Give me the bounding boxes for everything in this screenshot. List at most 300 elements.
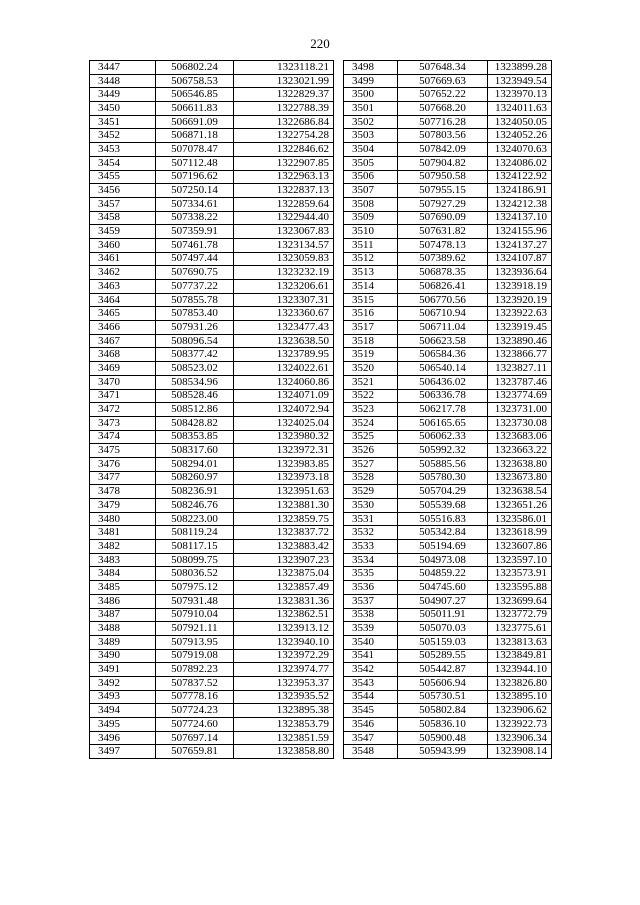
table-row <box>344 280 552 294</box>
point-number-cell: 3493 <box>90 690 156 704</box>
x-coordinate-cell: 508119.24 <box>156 526 234 540</box>
x-coordinate-cell: 506691.09 <box>156 115 234 129</box>
point-number-cell: 3501 <box>344 102 398 116</box>
point-number-cell: 3480 <box>90 512 156 526</box>
y-coordinate-cell: 1323970.13 <box>488 88 552 102</box>
table-row <box>344 184 552 198</box>
y-coordinate-cell: 1323918.19 <box>488 280 552 294</box>
table-row <box>344 622 552 636</box>
y-coordinate-cell: 1322829.37 <box>234 88 334 102</box>
table-row <box>344 61 552 75</box>
x-coordinate-cell: 505159.03 <box>398 635 488 649</box>
table-row <box>344 375 552 389</box>
point-number-cell: 3483 <box>90 553 156 567</box>
point-number-cell: 3513 <box>344 266 398 280</box>
y-coordinate-cell: 1323890.46 <box>488 334 552 348</box>
x-coordinate-cell: 507724.60 <box>156 718 234 732</box>
x-coordinate-cell: 507668.20 <box>398 102 488 116</box>
point-number-cell: 3522 <box>344 389 398 403</box>
table-row <box>344 403 552 417</box>
point-number-cell: 3526 <box>344 444 398 458</box>
point-number-cell: 3467 <box>90 334 156 348</box>
table-row <box>90 102 334 116</box>
x-coordinate-cell: 507716.28 <box>398 115 488 129</box>
table-row <box>344 307 552 321</box>
table-row <box>90 115 334 129</box>
point-number-cell: 3498 <box>344 61 398 75</box>
x-coordinate-cell: 508223.00 <box>156 512 234 526</box>
y-coordinate-cell: 1323772.79 <box>488 608 552 622</box>
point-number-cell: 3536 <box>344 581 398 595</box>
point-number-cell: 3541 <box>344 649 398 663</box>
table-row <box>344 74 552 88</box>
x-coordinate-cell: 507837.52 <box>156 676 234 690</box>
table-row <box>344 567 552 581</box>
y-coordinate-cell: 1323787.46 <box>488 375 552 389</box>
x-coordinate-cell: 506711.04 <box>398 321 488 335</box>
point-number-cell: 3455 <box>90 170 156 184</box>
x-coordinate-cell: 507338.22 <box>156 211 234 225</box>
y-coordinate-cell: 1324086.02 <box>488 156 552 170</box>
y-coordinate-cell: 1324212.38 <box>488 197 552 211</box>
table-row <box>344 512 552 526</box>
x-coordinate-cell: 507652.22 <box>398 88 488 102</box>
point-number-cell: 3534 <box>344 553 398 567</box>
point-number-cell: 3527 <box>344 457 398 471</box>
y-coordinate-cell: 1324022.61 <box>234 362 334 376</box>
table-row <box>90 156 334 170</box>
x-coordinate-cell: 505342.84 <box>398 526 488 540</box>
table-row <box>344 457 552 471</box>
x-coordinate-cell: 508428.82 <box>156 416 234 430</box>
x-coordinate-cell: 505992.32 <box>398 444 488 458</box>
point-number-cell: 3510 <box>344 225 398 239</box>
x-coordinate-cell: 508353.85 <box>156 430 234 444</box>
x-coordinate-cell: 506217.78 <box>398 403 488 417</box>
x-coordinate-cell: 507078.47 <box>156 143 234 157</box>
table-row <box>90 266 334 280</box>
x-coordinate-cell: 507892.23 <box>156 663 234 677</box>
y-coordinate-cell: 1323983.85 <box>234 457 334 471</box>
y-coordinate-cell: 1323857.49 <box>234 581 334 595</box>
table-row <box>90 416 334 430</box>
table-row <box>90 471 334 485</box>
point-number-cell: 3487 <box>90 608 156 622</box>
point-number-cell: 3452 <box>90 129 156 143</box>
x-coordinate-cell: 508236.91 <box>156 485 234 499</box>
x-coordinate-cell: 507975.12 <box>156 581 234 595</box>
point-number-cell: 3544 <box>344 690 398 704</box>
x-coordinate-cell: 505070.03 <box>398 622 488 636</box>
table-row <box>90 74 334 88</box>
x-coordinate-cell: 507334.61 <box>156 197 234 211</box>
coordinates-table-left-body <box>90 61 334 759</box>
table-row <box>90 512 334 526</box>
y-coordinate-cell: 1323067.83 <box>234 225 334 239</box>
x-coordinate-cell: 506623.58 <box>398 334 488 348</box>
x-coordinate-cell: 505802.84 <box>398 704 488 718</box>
x-coordinate-cell: 507690.09 <box>398 211 488 225</box>
x-coordinate-cell: 507461.78 <box>156 238 234 252</box>
x-coordinate-cell: 507921.11 <box>156 622 234 636</box>
coordinates-table-right <box>343 60 552 759</box>
table-row <box>344 115 552 129</box>
y-coordinate-cell: 1323673.80 <box>488 471 552 485</box>
table-row <box>90 457 334 471</box>
x-coordinate-cell: 505516.83 <box>398 512 488 526</box>
x-coordinate-cell: 507853.40 <box>156 307 234 321</box>
x-coordinate-cell: 508294.01 <box>156 457 234 471</box>
x-coordinate-cell: 505011.91 <box>398 608 488 622</box>
y-coordinate-cell: 1323826.80 <box>488 676 552 690</box>
table-row <box>90 170 334 184</box>
x-coordinate-cell: 505730.51 <box>398 690 488 704</box>
y-coordinate-cell: 1323595.88 <box>488 581 552 595</box>
y-coordinate-cell: 1323944.10 <box>488 663 552 677</box>
table-row <box>344 129 552 143</box>
y-coordinate-cell: 1323851.59 <box>234 731 334 745</box>
point-number-cell: 3503 <box>344 129 398 143</box>
table-row <box>344 225 552 239</box>
x-coordinate-cell: 506336.78 <box>398 389 488 403</box>
x-coordinate-cell: 506802.24 <box>156 61 234 75</box>
point-number-cell: 3496 <box>90 731 156 745</box>
table-row <box>344 266 552 280</box>
x-coordinate-cell: 508096.54 <box>156 334 234 348</box>
point-number-cell: 3508 <box>344 197 398 211</box>
point-number-cell: 3524 <box>344 416 398 430</box>
x-coordinate-cell: 505780.30 <box>398 471 488 485</box>
table-row <box>344 485 552 499</box>
point-number-cell: 3469 <box>90 362 156 376</box>
point-number-cell: 3542 <box>344 663 398 677</box>
point-number-cell: 3453 <box>90 143 156 157</box>
table-row <box>344 293 552 307</box>
y-coordinate-cell: 1323789.95 <box>234 348 334 362</box>
y-coordinate-cell: 1323895.38 <box>234 704 334 718</box>
y-coordinate-cell: 1324137.27 <box>488 238 552 252</box>
table-row <box>344 676 552 690</box>
table-row <box>344 143 552 157</box>
x-coordinate-cell: 505442.87 <box>398 663 488 677</box>
point-number-cell: 3507 <box>344 184 398 198</box>
table-row <box>344 471 552 485</box>
point-number-cell: 3470 <box>90 375 156 389</box>
point-number-cell: 3481 <box>90 526 156 540</box>
point-number-cell: 3515 <box>344 293 398 307</box>
point-number-cell: 3533 <box>344 540 398 554</box>
x-coordinate-cell: 507196.62 <box>156 170 234 184</box>
table-row <box>344 499 552 513</box>
point-number-cell: 3482 <box>90 540 156 554</box>
y-coordinate-cell: 1323866.77 <box>488 348 552 362</box>
table-row <box>90 745 334 759</box>
x-coordinate-cell: 507913.95 <box>156 635 234 649</box>
x-coordinate-cell: 507497.44 <box>156 252 234 266</box>
table-row <box>90 594 334 608</box>
point-number-cell: 3540 <box>344 635 398 649</box>
x-coordinate-cell: 505836.10 <box>398 718 488 732</box>
table-row <box>90 526 334 540</box>
y-coordinate-cell: 1323906.62 <box>488 704 552 718</box>
y-coordinate-cell: 1323974.77 <box>234 663 334 677</box>
x-coordinate-cell: 505606.94 <box>398 676 488 690</box>
table-row <box>90 540 334 554</box>
table-row <box>344 704 552 718</box>
point-number-cell: 3517 <box>344 321 398 335</box>
y-coordinate-cell: 1323730.08 <box>488 416 552 430</box>
point-number-cell: 3449 <box>90 88 156 102</box>
table-row <box>90 280 334 294</box>
point-number-cell: 3497 <box>90 745 156 759</box>
point-number-cell: 3512 <box>344 252 398 266</box>
y-coordinate-cell: 1324060.86 <box>234 375 334 389</box>
table-row <box>90 499 334 513</box>
table-row <box>90 389 334 403</box>
y-coordinate-cell: 1323638.54 <box>488 485 552 499</box>
x-coordinate-cell: 507955.15 <box>398 184 488 198</box>
point-number-cell: 3543 <box>344 676 398 690</box>
point-number-cell: 3525 <box>344 430 398 444</box>
point-number-cell: 3532 <box>344 526 398 540</box>
point-number-cell: 3465 <box>90 307 156 321</box>
table-row <box>344 416 552 430</box>
x-coordinate-cell: 507659.81 <box>156 745 234 759</box>
table-row <box>344 745 552 759</box>
table-row <box>90 61 334 75</box>
point-number-cell: 3474 <box>90 430 156 444</box>
x-coordinate-cell: 506584.36 <box>398 348 488 362</box>
x-coordinate-cell: 507112.48 <box>156 156 234 170</box>
point-number-cell: 3502 <box>344 115 398 129</box>
point-number-cell: 3523 <box>344 403 398 417</box>
table-row <box>90 225 334 239</box>
y-coordinate-cell: 1324155.96 <box>488 225 552 239</box>
y-coordinate-cell: 1323731.00 <box>488 403 552 417</box>
table-row <box>90 704 334 718</box>
x-coordinate-cell: 506758.53 <box>156 74 234 88</box>
y-coordinate-cell: 1324122.92 <box>488 170 552 184</box>
point-number-cell: 3458 <box>90 211 156 225</box>
y-coordinate-cell: 1323922.73 <box>488 718 552 732</box>
x-coordinate-cell: 505704.29 <box>398 485 488 499</box>
table-row <box>90 635 334 649</box>
x-coordinate-cell: 508036.52 <box>156 567 234 581</box>
table-row <box>344 540 552 554</box>
y-coordinate-cell: 1323360.67 <box>234 307 334 321</box>
table-row <box>344 635 552 649</box>
y-coordinate-cell: 1324011.63 <box>488 102 552 116</box>
point-number-cell: 3476 <box>90 457 156 471</box>
y-coordinate-cell: 1323935.52 <box>234 690 334 704</box>
table-row <box>344 389 552 403</box>
x-coordinate-cell: 507950.58 <box>398 170 488 184</box>
x-coordinate-cell: 506062.33 <box>398 430 488 444</box>
table-row <box>344 553 552 567</box>
table-row <box>344 718 552 732</box>
y-coordinate-cell: 1323837.72 <box>234 526 334 540</box>
table-row <box>344 581 552 595</box>
y-coordinate-cell: 1323949.54 <box>488 74 552 88</box>
table-row <box>344 690 552 704</box>
point-number-cell: 3459 <box>90 225 156 239</box>
table-row <box>90 444 334 458</box>
point-number-cell: 3520 <box>344 362 398 376</box>
table-row <box>90 307 334 321</box>
x-coordinate-cell: 505539.68 <box>398 499 488 513</box>
y-coordinate-cell: 1323134.57 <box>234 238 334 252</box>
point-number-cell: 3462 <box>90 266 156 280</box>
x-coordinate-cell: 508117.15 <box>156 540 234 554</box>
y-coordinate-cell: 1323638.80 <box>488 457 552 471</box>
y-coordinate-cell: 1323607.86 <box>488 540 552 554</box>
table-row <box>90 403 334 417</box>
x-coordinate-cell: 507737.22 <box>156 280 234 294</box>
point-number-cell: 3472 <box>90 403 156 417</box>
table-row <box>90 718 334 732</box>
x-coordinate-cell: 506770.56 <box>398 293 488 307</box>
y-coordinate-cell: 1323980.32 <box>234 430 334 444</box>
y-coordinate-cell: 1322754.28 <box>234 129 334 143</box>
y-coordinate-cell: 1323021.99 <box>234 74 334 88</box>
table-row <box>90 321 334 335</box>
x-coordinate-cell: 506540.14 <box>398 362 488 376</box>
table-row <box>344 430 552 444</box>
table-row <box>90 663 334 677</box>
point-number-cell: 3468 <box>90 348 156 362</box>
y-coordinate-cell: 1324071.09 <box>234 389 334 403</box>
table-row <box>344 334 552 348</box>
y-coordinate-cell: 1323908.14 <box>488 745 552 759</box>
y-coordinate-cell: 1323813.63 <box>488 635 552 649</box>
point-number-cell: 3531 <box>344 512 398 526</box>
y-coordinate-cell: 1323307.31 <box>234 293 334 307</box>
y-coordinate-cell: 1323586.01 <box>488 512 552 526</box>
point-number-cell: 3547 <box>344 731 398 745</box>
table-row <box>90 430 334 444</box>
x-coordinate-cell: 507697.14 <box>156 731 234 745</box>
page-number: 220 <box>310 36 330 51</box>
y-coordinate-cell: 1324137.10 <box>488 211 552 225</box>
x-coordinate-cell: 507803.56 <box>398 129 488 143</box>
x-coordinate-cell: 507669.63 <box>398 74 488 88</box>
y-coordinate-cell: 1323907.23 <box>234 553 334 567</box>
point-number-cell: 3499 <box>344 74 398 88</box>
table-row <box>344 444 552 458</box>
y-coordinate-cell: 1322907.85 <box>234 156 334 170</box>
y-coordinate-cell: 1323972.31 <box>234 444 334 458</box>
x-coordinate-cell: 507855.78 <box>156 293 234 307</box>
point-number-cell: 3530 <box>344 499 398 513</box>
y-coordinate-cell: 1322846.62 <box>234 143 334 157</box>
x-coordinate-cell: 508377.42 <box>156 348 234 362</box>
y-coordinate-cell: 1323477.43 <box>234 321 334 335</box>
table-row <box>90 731 334 745</box>
point-number-cell: 3528 <box>344 471 398 485</box>
x-coordinate-cell: 507931.48 <box>156 594 234 608</box>
table-row <box>344 348 552 362</box>
y-coordinate-cell: 1324107.87 <box>488 252 552 266</box>
table-row <box>90 690 334 704</box>
x-coordinate-cell: 507478.13 <box>398 238 488 252</box>
table-row <box>90 581 334 595</box>
x-coordinate-cell: 504973.08 <box>398 553 488 567</box>
x-coordinate-cell: 507927.29 <box>398 197 488 211</box>
y-coordinate-cell: 1323858.80 <box>234 745 334 759</box>
table-row <box>90 553 334 567</box>
point-number-cell: 3488 <box>90 622 156 636</box>
point-number-cell: 3521 <box>344 375 398 389</box>
table-row <box>90 129 334 143</box>
x-coordinate-cell: 505885.56 <box>398 457 488 471</box>
table-row <box>90 334 334 348</box>
coordinates-table-right-body <box>344 61 552 759</box>
table-row <box>344 88 552 102</box>
y-coordinate-cell: 1324025.04 <box>234 416 334 430</box>
table-row <box>90 622 334 636</box>
point-number-cell: 3516 <box>344 307 398 321</box>
y-coordinate-cell: 1323118.21 <box>234 61 334 75</box>
y-coordinate-cell: 1323831.36 <box>234 594 334 608</box>
x-coordinate-cell: 507904.82 <box>398 156 488 170</box>
x-coordinate-cell: 506436.02 <box>398 375 488 389</box>
table-row <box>344 663 552 677</box>
y-coordinate-cell: 1323953.37 <box>234 676 334 690</box>
y-coordinate-cell: 1323827.11 <box>488 362 552 376</box>
x-coordinate-cell: 507690.75 <box>156 266 234 280</box>
y-coordinate-cell: 1323972.29 <box>234 649 334 663</box>
y-coordinate-cell: 1322788.39 <box>234 102 334 116</box>
table-row <box>344 594 552 608</box>
y-coordinate-cell: 1323859.75 <box>234 512 334 526</box>
table-row <box>344 321 552 335</box>
x-coordinate-cell: 508523.02 <box>156 362 234 376</box>
point-number-cell: 3504 <box>344 143 398 157</box>
x-coordinate-cell: 508260.97 <box>156 471 234 485</box>
y-coordinate-cell: 1323940.10 <box>234 635 334 649</box>
x-coordinate-cell: 504745.60 <box>398 581 488 595</box>
table-row <box>90 567 334 581</box>
x-coordinate-cell: 506826.41 <box>398 280 488 294</box>
point-number-cell: 3454 <box>90 156 156 170</box>
point-number-cell: 3518 <box>344 334 398 348</box>
x-coordinate-cell: 507631.82 <box>398 225 488 239</box>
y-coordinate-cell: 1324072.94 <box>234 403 334 417</box>
table-row <box>90 348 334 362</box>
table-row <box>90 238 334 252</box>
x-coordinate-cell: 507842.09 <box>398 143 488 157</box>
point-number-cell: 3457 <box>90 197 156 211</box>
y-coordinate-cell: 1323973.18 <box>234 471 334 485</box>
y-coordinate-cell: 1324052.26 <box>488 129 552 143</box>
x-coordinate-cell: 504907.27 <box>398 594 488 608</box>
point-number-cell: 3478 <box>90 485 156 499</box>
x-coordinate-cell: 508317.60 <box>156 444 234 458</box>
point-number-cell: 3473 <box>90 416 156 430</box>
y-coordinate-cell: 1323951.63 <box>234 485 334 499</box>
x-coordinate-cell: 506710.94 <box>398 307 488 321</box>
point-number-cell: 3463 <box>90 280 156 294</box>
table-row <box>90 608 334 622</box>
y-coordinate-cell: 1323775.61 <box>488 622 552 636</box>
point-number-cell: 3514 <box>344 280 398 294</box>
point-number-cell: 3494 <box>90 704 156 718</box>
point-number-cell: 3548 <box>344 745 398 759</box>
table-row <box>90 184 334 198</box>
y-coordinate-cell: 1322963.13 <box>234 170 334 184</box>
point-number-cell: 3448 <box>90 74 156 88</box>
table-row <box>90 676 334 690</box>
